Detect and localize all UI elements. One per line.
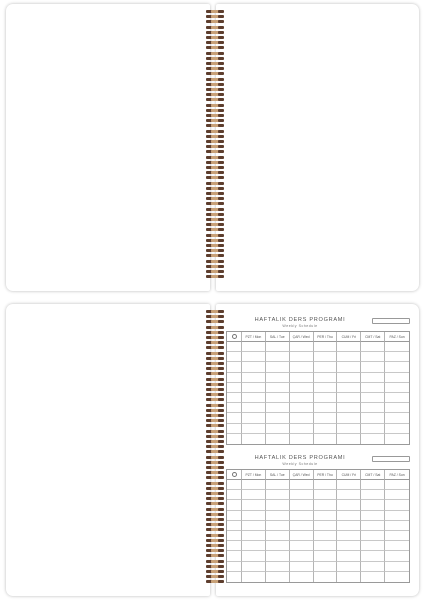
spiral-ring — [206, 36, 224, 39]
day-header: SAL / Tue — [266, 332, 290, 342]
schedule-cell — [361, 572, 385, 582]
schedule-cell — [242, 373, 266, 383]
spiral-ring — [206, 310, 224, 313]
schedule-cell — [242, 424, 266, 434]
spiral-ring — [206, 549, 224, 552]
spiral-ring — [206, 93, 224, 96]
time-cell — [227, 393, 242, 403]
schedule-cell — [290, 352, 314, 362]
schedule-cell — [290, 551, 314, 561]
spiral-ring — [206, 565, 224, 568]
schedule-cell — [266, 403, 290, 413]
spiral-ring — [206, 404, 224, 407]
spiral-ring — [206, 166, 224, 169]
schedule-cell — [290, 393, 314, 403]
spiral-ring — [206, 320, 224, 323]
schedule-grid — [226, 469, 410, 583]
schedule-cell — [266, 500, 290, 510]
spiral-ring — [206, 156, 224, 159]
schedule-cell — [242, 393, 266, 403]
schedule-cell — [266, 413, 290, 423]
day-header: CUM / Fri — [337, 332, 361, 342]
grid-corner — [227, 332, 242, 342]
schedule-cell — [385, 521, 409, 531]
spiral-ring — [206, 419, 224, 422]
schedule-cell — [385, 352, 409, 362]
spiral-ring — [206, 362, 224, 365]
day-header: ÇAR / Wed — [290, 470, 314, 480]
schedule-cell — [361, 373, 385, 383]
schedule-cell — [361, 383, 385, 393]
spiral-ring — [206, 150, 224, 153]
spiral-ring — [206, 15, 224, 18]
schedule-cell — [314, 500, 338, 510]
time-cell — [227, 511, 242, 521]
spiral-ring — [206, 88, 224, 91]
time-cell — [227, 362, 242, 372]
schedule-cell — [314, 403, 338, 413]
schedule-cell — [337, 383, 361, 393]
spiral-ring — [206, 182, 224, 185]
spiral-ring — [206, 46, 224, 49]
schedule-cell — [361, 480, 385, 490]
schedule-cell — [337, 531, 361, 541]
day-header: PZT / Mon — [242, 332, 266, 342]
schedule-cell — [314, 342, 338, 352]
schedule-cell — [290, 383, 314, 393]
time-cell — [227, 403, 242, 413]
time-cell — [227, 424, 242, 434]
spiral-ring — [206, 461, 224, 464]
spiral-ring — [206, 346, 224, 349]
spiral-ring — [206, 523, 224, 526]
schedule-cell — [242, 531, 266, 541]
schedule-cell — [314, 413, 338, 423]
notebook-blank-spread — [6, 4, 419, 291]
schedule-subtitle: Weekly Schedule — [282, 462, 318, 466]
schedule-cell — [242, 490, 266, 500]
time-cell — [227, 413, 242, 423]
spiral-ring — [206, 388, 224, 391]
spiral-ring — [206, 57, 224, 60]
name-field — [372, 456, 410, 462]
schedule-cell — [337, 541, 361, 551]
schedule-cell — [242, 541, 266, 551]
spiral-ring — [206, 239, 224, 242]
spiral-ring — [206, 265, 224, 268]
schedule-cell — [337, 413, 361, 423]
day-header: ÇAR / Wed — [290, 332, 314, 342]
spiral-ring — [206, 315, 224, 318]
schedule-cell — [337, 434, 361, 444]
spiral-ring — [206, 331, 224, 334]
schedule-cell — [290, 413, 314, 423]
schedule-cell — [290, 424, 314, 434]
spiral-ring — [206, 135, 224, 138]
schedule-cell — [314, 393, 338, 403]
spiral-ring — [206, 424, 224, 427]
schedule-cell — [290, 521, 314, 531]
schedule-cell — [266, 572, 290, 582]
schedule-cell — [266, 531, 290, 541]
spiral-ring — [206, 430, 224, 433]
spiral-ring — [206, 171, 224, 174]
schedule-cell — [361, 541, 385, 551]
schedule-cell — [385, 434, 409, 444]
schedule-cell — [290, 403, 314, 413]
spiral-ring — [206, 62, 224, 65]
spiral-ring — [206, 244, 224, 247]
schedule-cell — [361, 342, 385, 352]
spiral-ring — [206, 234, 224, 237]
schedule-cell — [337, 362, 361, 372]
schedule-title: HAFTALIK DERS PROGRAMI — [254, 455, 346, 461]
schedule-cell — [385, 480, 409, 490]
schedule-cell — [314, 424, 338, 434]
schedule-cell — [242, 511, 266, 521]
schedule-cell — [290, 342, 314, 352]
spiral-ring — [206, 471, 224, 474]
schedule-cell — [361, 490, 385, 500]
day-header: SAL / Tue — [266, 470, 290, 480]
spiral-ring — [206, 254, 224, 257]
schedule-cell — [266, 352, 290, 362]
time-cell — [227, 541, 242, 551]
schedule-cell — [314, 521, 338, 531]
day-header: PZT / Mon — [242, 470, 266, 480]
spiral-ring — [206, 260, 224, 263]
spiral-ring — [206, 497, 224, 500]
schedule-cell — [266, 393, 290, 403]
spiral-ring — [206, 249, 224, 252]
schedule-cell — [290, 562, 314, 572]
clock-icon — [232, 472, 237, 477]
day-header: PER / Thu — [314, 332, 338, 342]
schedule-cell — [361, 551, 385, 561]
schedule-cell — [242, 500, 266, 510]
spiral-ring — [206, 104, 224, 107]
schedule-cell — [266, 373, 290, 383]
schedule-cell — [266, 434, 290, 444]
schedule-cell — [385, 424, 409, 434]
schedule-cell — [337, 424, 361, 434]
schedule-cell — [361, 424, 385, 434]
schedule-cell — [314, 541, 338, 551]
time-cell — [227, 434, 242, 444]
spiral-ring — [206, 10, 224, 13]
spiral-ring — [206, 367, 224, 370]
spiral-ring — [206, 124, 224, 127]
day-header: CMT / Sat — [361, 470, 385, 480]
spiral-ring — [206, 20, 224, 23]
spiral-ring — [206, 513, 224, 516]
schedule-cell — [242, 413, 266, 423]
spiral-ring — [206, 218, 224, 221]
schedule-cell — [385, 511, 409, 521]
time-cell — [227, 373, 242, 383]
spiral-ring — [206, 580, 224, 583]
schedule-cell — [361, 562, 385, 572]
spiral-ring — [206, 145, 224, 148]
day-header: CUM / Fri — [337, 470, 361, 480]
spiral-ring — [206, 26, 224, 29]
time-cell — [227, 572, 242, 582]
spiral-ring — [206, 450, 224, 453]
schedule-cell — [361, 521, 385, 531]
schedule-cell — [314, 531, 338, 541]
spiral-ring — [206, 435, 224, 438]
grid-corner — [227, 470, 242, 480]
schedule-cell — [242, 383, 266, 393]
schedule-cell — [266, 480, 290, 490]
spiral-ring — [206, 528, 224, 531]
schedule-cell — [385, 393, 409, 403]
schedule-cell — [361, 511, 385, 521]
spiral-ring — [206, 466, 224, 469]
spiral-ring — [206, 534, 224, 537]
schedule-subtitle: Weekly Schedule — [282, 324, 318, 328]
schedule-cell — [337, 551, 361, 561]
spiral-ring — [206, 130, 224, 133]
left-page — [6, 304, 210, 596]
schedule-cell — [385, 572, 409, 582]
schedule-cell — [242, 352, 266, 362]
spiral-ring — [206, 41, 224, 44]
schedule-cell — [385, 531, 409, 541]
schedule-cell — [337, 490, 361, 500]
schedule-cell — [385, 551, 409, 561]
schedule-cell — [361, 352, 385, 362]
spiral-ring — [206, 119, 224, 122]
schedule-cell — [290, 531, 314, 541]
time-cell — [227, 342, 242, 352]
schedule-cell — [314, 373, 338, 383]
schedule-cell — [361, 434, 385, 444]
time-cell — [227, 562, 242, 572]
left-page — [6, 4, 210, 291]
time-cell — [227, 383, 242, 393]
schedule-cell — [337, 521, 361, 531]
schedule-cell — [290, 373, 314, 383]
schedule-cell — [337, 562, 361, 572]
schedule-cell — [290, 480, 314, 490]
schedule-cell — [266, 562, 290, 572]
spiral-ring — [206, 445, 224, 448]
schedule-cell — [385, 342, 409, 352]
schedule-cell — [242, 562, 266, 572]
spiral-ring — [206, 378, 224, 381]
schedule-cell — [337, 342, 361, 352]
schedule-cell — [266, 521, 290, 531]
spiral-ring — [206, 213, 224, 216]
schedule-cell — [361, 413, 385, 423]
schedule-cell — [337, 393, 361, 403]
schedule-cell — [361, 393, 385, 403]
spiral-ring — [206, 383, 224, 386]
time-cell — [227, 352, 242, 362]
spiral-ring — [206, 197, 224, 200]
schedule-cell — [290, 500, 314, 510]
spiral-ring — [206, 440, 224, 443]
spiral-ring — [206, 326, 224, 329]
schedule-cell — [242, 521, 266, 531]
schedule-cell — [266, 511, 290, 521]
schedule-cell — [385, 562, 409, 572]
time-cell — [227, 480, 242, 490]
spiral-ring — [206, 539, 224, 542]
schedule-cell — [385, 413, 409, 423]
spiral-ring — [206, 492, 224, 495]
schedule-cell — [361, 500, 385, 510]
schedule-cell — [314, 434, 338, 444]
schedule-title: HAFTALIK DERS PROGRAMI — [254, 317, 346, 323]
clock-icon — [232, 334, 237, 339]
schedule-cell — [361, 531, 385, 541]
spiral-ring — [206, 78, 224, 81]
spiral-ring — [206, 98, 224, 101]
schedule-cell — [337, 572, 361, 582]
schedule-cell — [266, 342, 290, 352]
schedule-cell — [290, 434, 314, 444]
time-cell — [227, 490, 242, 500]
schedule-cell — [266, 490, 290, 500]
schedule-cell — [290, 490, 314, 500]
spiral-ring — [206, 83, 224, 86]
name-field — [372, 318, 410, 324]
schedule-cell — [337, 480, 361, 490]
schedule-cell — [242, 362, 266, 372]
schedule-cell — [242, 434, 266, 444]
spiral-ring — [206, 176, 224, 179]
schedule-cell — [337, 352, 361, 362]
schedule-cell — [361, 362, 385, 372]
time-cell — [227, 531, 242, 541]
right-page — [216, 4, 419, 291]
spiral-binding — [206, 310, 224, 590]
spiral-ring — [206, 109, 224, 112]
schedule-cell — [385, 403, 409, 413]
schedule-cell — [314, 490, 338, 500]
day-header: PAZ / Sun — [385, 332, 409, 342]
spiral-ring — [206, 352, 224, 355]
schedule-cell — [314, 383, 338, 393]
schedule-cell — [337, 403, 361, 413]
spiral-ring — [206, 228, 224, 231]
time-cell — [227, 521, 242, 531]
spiral-ring — [206, 341, 224, 344]
schedule-cell — [337, 500, 361, 510]
schedule-cell — [385, 362, 409, 372]
spiral-ring — [206, 336, 224, 339]
schedule-grid — [226, 331, 410, 445]
schedule-cell — [361, 403, 385, 413]
time-cell — [227, 551, 242, 561]
spiral-ring — [206, 575, 224, 578]
day-header: CMT / Sat — [361, 332, 385, 342]
spiral-ring — [206, 560, 224, 563]
spiral-ring — [206, 554, 224, 557]
spiral-ring — [206, 223, 224, 226]
spiral-ring — [206, 202, 224, 205]
spiral-ring — [206, 114, 224, 117]
spiral-binding — [206, 10, 224, 285]
spiral-ring — [206, 72, 224, 75]
schedule-cell — [242, 480, 266, 490]
spiral-ring — [206, 187, 224, 190]
spiral-ring — [206, 476, 224, 479]
spiral-ring — [206, 372, 224, 375]
schedule-cell — [290, 541, 314, 551]
schedule-cell — [314, 362, 338, 372]
schedule-cell — [242, 572, 266, 582]
spiral-ring — [206, 398, 224, 401]
schedule-cell — [266, 362, 290, 372]
spiral-ring — [206, 409, 224, 412]
spiral-ring — [206, 270, 224, 273]
schedule-cell — [385, 500, 409, 510]
spiral-ring — [206, 357, 224, 360]
schedule-cell — [314, 562, 338, 572]
time-cell — [227, 500, 242, 510]
schedule-cell — [314, 551, 338, 561]
spiral-ring — [206, 192, 224, 195]
schedule-cell — [266, 541, 290, 551]
spiral-ring — [206, 52, 224, 55]
schedule-cell — [266, 551, 290, 561]
spiral-ring — [206, 140, 224, 143]
spiral-ring — [206, 482, 224, 485]
spiral-ring — [206, 508, 224, 511]
schedule-cell — [314, 352, 338, 362]
schedule-cell — [242, 403, 266, 413]
spiral-ring — [206, 570, 224, 573]
spiral-ring — [206, 393, 224, 396]
spiral-ring — [206, 456, 224, 459]
spiral-ring — [206, 518, 224, 521]
spiral-ring — [206, 487, 224, 490]
spiral-ring — [206, 502, 224, 505]
spiral-ring — [206, 275, 224, 278]
spiral-ring — [206, 208, 224, 211]
schedule-cell — [242, 342, 266, 352]
schedule-cell — [290, 362, 314, 372]
schedule-cell — [290, 511, 314, 521]
day-header: PER / Thu — [314, 470, 338, 480]
spiral-ring — [206, 161, 224, 164]
schedule-cell — [385, 490, 409, 500]
schedule-cell — [337, 373, 361, 383]
schedule-cell — [314, 480, 338, 490]
schedule-cell — [385, 541, 409, 551]
schedule-cell — [337, 511, 361, 521]
schedule-cell — [385, 383, 409, 393]
spiral-ring — [206, 67, 224, 70]
schedule-cell — [266, 424, 290, 434]
spiral-ring — [206, 544, 224, 547]
schedule-cell — [314, 572, 338, 582]
spiral-ring — [206, 414, 224, 417]
schedule-cell — [290, 572, 314, 582]
day-header: PAZ / Sun — [385, 470, 409, 480]
schedule-cell — [242, 551, 266, 561]
schedule-cell — [314, 511, 338, 521]
schedule-cell — [266, 383, 290, 393]
schedule-cell — [385, 373, 409, 383]
spiral-ring — [206, 31, 224, 34]
